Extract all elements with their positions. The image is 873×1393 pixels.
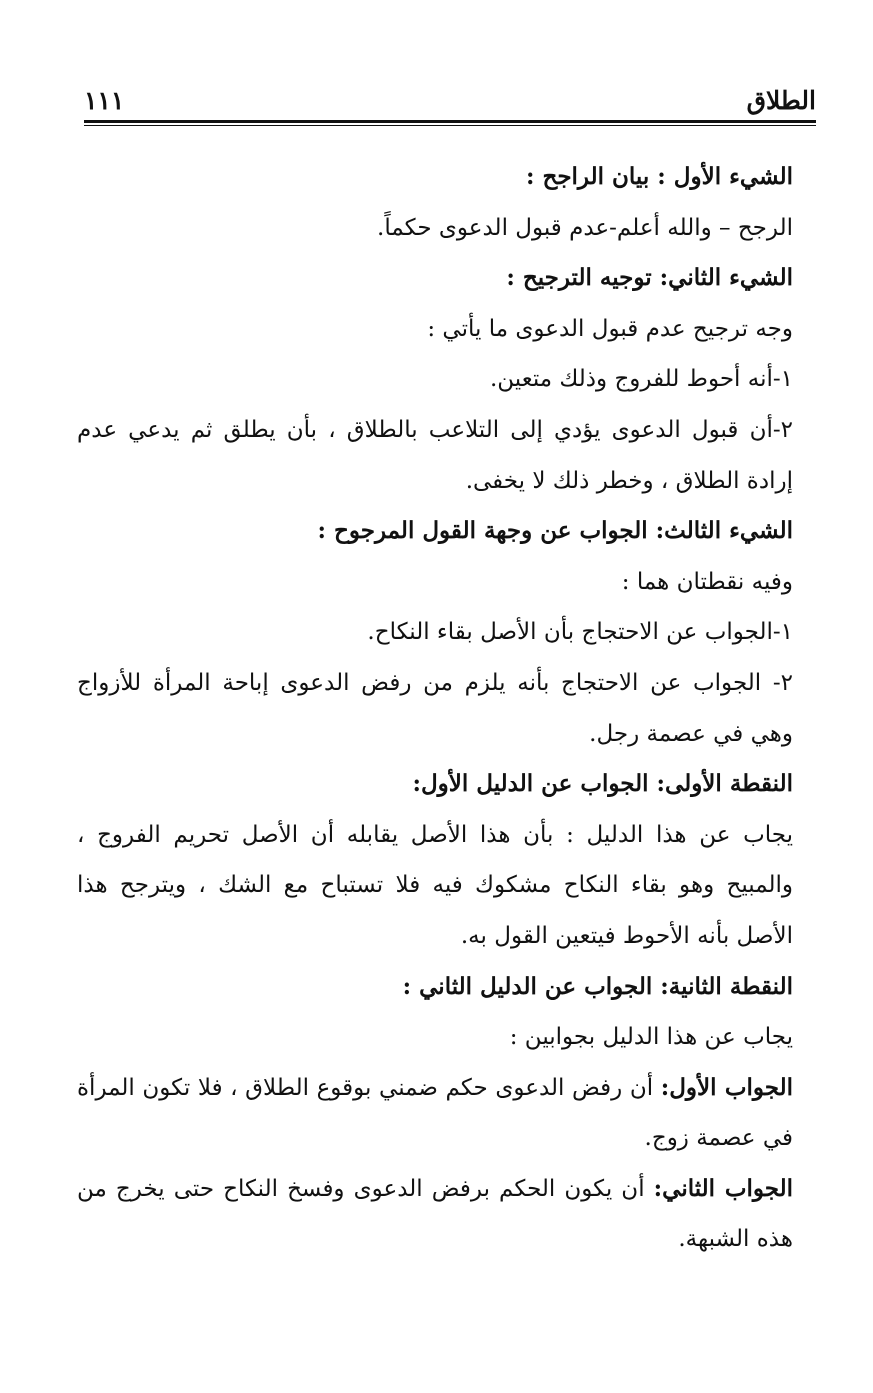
answer-paragraph-2	[77, 1164, 821, 1265]
running-header	[84, 84, 816, 124]
answer-paragraph-1	[77, 1063, 821, 1164]
answer-text-2: أن يكون الحكم برفض الدعوى وفسخ النكاح حتى يخرج من هذه الشبهة.	[77, 1175, 793, 1253]
paragraph: وفيه نقطتان هما :	[621, 568, 793, 595]
list-item: ١-أنه أحوط للفروج وذلك متعين.	[489, 366, 793, 393]
subsection-heading-1: النقطة الأولى: الجواب عن الدليل الأول:	[412, 770, 793, 798]
list-item: ١-الجواب عن الاحتجاج بأن الأصل بقاء النكاح.	[367, 619, 793, 646]
subsection-heading-2: النقطة الثانية: الجواب عن الدليل الثاني :	[402, 972, 793, 1000]
answer-lead-2: الجواب الثاني:	[653, 1174, 793, 1202]
list-item: ٢-أن قبول الدعوى يؤدي إلى التلاعب بالطلاق ، بأن يطلق ثم يدعي عدم إرادة الطلاق ، وخطر ذلك لا يخفى.	[77, 416, 793, 494]
page-body	[77, 152, 821, 1265]
paragraph: الرجح – والله أعلم-عدم قبول الدعوى حكماً.	[377, 214, 793, 241]
paragraph: يجاب عن هذا الدليل : بأن هذا الأصل يقابله أن الأصل تحريم الفروج ، والمبيح وهو بقاء النكاح مشكوك فيه فلا تستباح مع الشك ، ويترجح هذا الأصل بأنه الأحوط فيتعين القول به.	[77, 821, 793, 949]
list-item: ٢- الجواب عن الاحتجاج بأنه يلزم من رفض الدعوى إباحة المرأة للأزواج وهي في عصمة رجل.	[77, 669, 793, 747]
section-heading-3: الشيء الثالث: الجواب عن وجهة القول المرجوح :	[317, 517, 793, 545]
page-number: ١١١	[84, 86, 125, 115]
chapter-title: الطلاق	[746, 86, 816, 115]
header-rule	[84, 120, 816, 123]
answer-text-1: أن رفض الدعوى حكم ضمني بوقوع الطلاق ، فلا تكون المرأة في عصمة زوج.	[77, 1074, 793, 1152]
header-rule-thin	[84, 125, 816, 126]
answer-lead-1: الجواب الأول:	[660, 1073, 793, 1101]
paragraph: وجه ترجيح عدم قبول الدعوى ما يأتي :	[427, 315, 793, 342]
section-heading-2: الشيء الثاني: توجيه الترجيح :	[506, 264, 793, 292]
section-heading-1: الشيء الأول : بيان الراجح :	[525, 163, 793, 190]
paragraph: يجاب عن هذا الدليل بجوابين :	[509, 1024, 793, 1051]
